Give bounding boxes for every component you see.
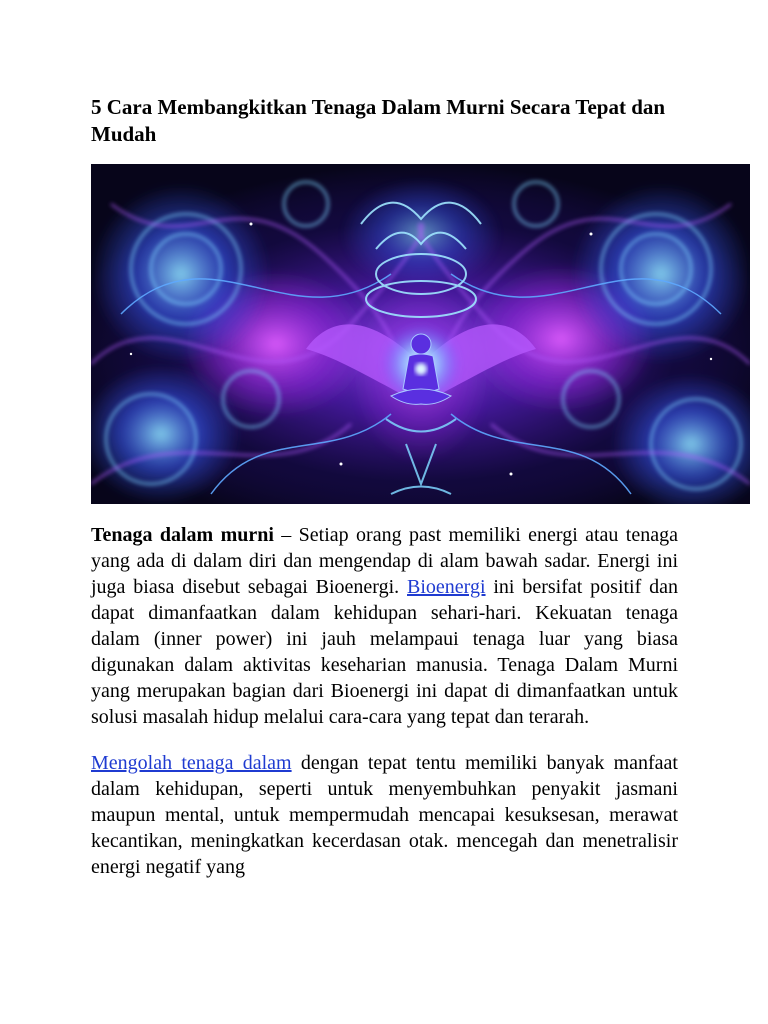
lead-term: Tenaga dalam murni: [91, 524, 274, 546]
intro-text-a: – Setiap orang past memiliki energi atau tenaga yang ada di dalam diri dan mengendap di alam bawah sadar. Energi ini juga biasa disebut sebagai Bioenergi.: [91, 524, 678, 598]
bioenergi-link[interactable]: Bioenergi: [407, 576, 486, 598]
document-title: 5 Cara Membangkitkan Tenaga Dalam Murni Secara Tepat dan Mudah: [91, 95, 666, 146]
mengolah-tenaga-dalam-link[interactable]: Mengolah tenaga dalam: [91, 752, 292, 774]
intro-paragraph: [91, 522, 678, 730]
meditation-energy-image: [91, 164, 750, 504]
intro-text-b: ini bersifat positif dan dapat dimanfaatkan dalam kehidupan sehari-hari. Kekuatan tenaga dalam (inner power) ini jauh melampaui tenaga luar yang biasa digunakan dalam aktivitas keseharian manusia. Tenaga Dalam Murni yang merupakan bagian dari Bioenergi ini dapat di dimanfaatkan untuk solusi masalah hidup melalui cara-cara yang tepat dan terarah.: [91, 576, 678, 728]
second-text: dengan tepat tentu memiliki banyak manfaat dalam kehidupan, seperti untuk menyembuhkan penyakit jasmani maupun mental, untuk mempermudah mencapai kesuksesan, merawat kecantikan, meningkatkan kecerdasan otak. mencegah dan menetralisir energi negatif yang: [91, 752, 678, 878]
second-paragraph: [91, 750, 678, 880]
document-page: [91, 94, 678, 880]
